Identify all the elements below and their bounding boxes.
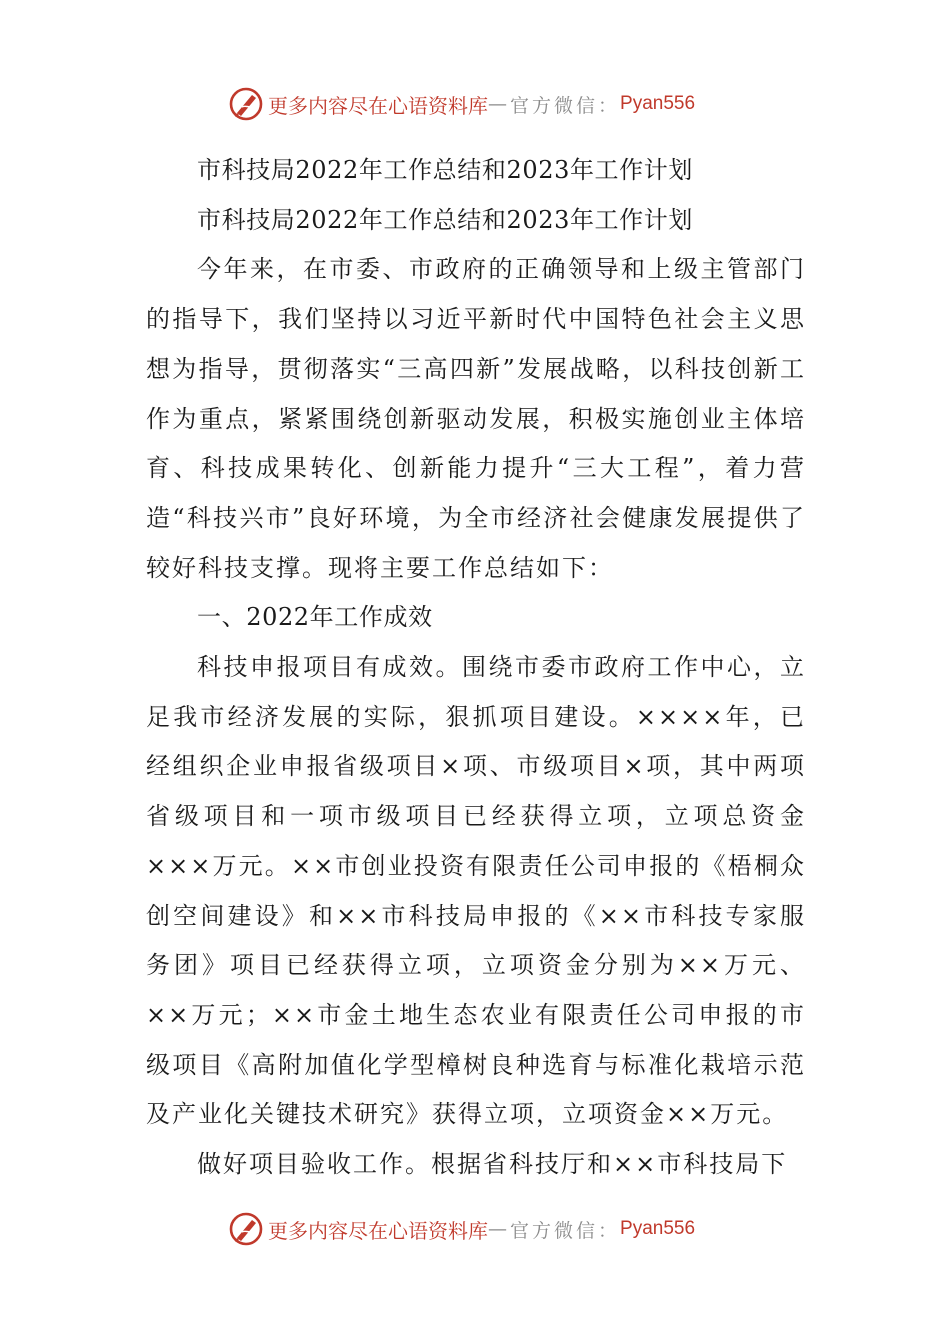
pen-logo-icon bbox=[228, 1211, 264, 1247]
watermark-text: 更多内容尽在心语资料库 bbox=[268, 1218, 488, 1243]
watermark-dash: — bbox=[488, 1218, 510, 1240]
section-heading: 一、2022年工作成效 bbox=[197, 603, 433, 632]
watermark-dash: — bbox=[488, 93, 510, 115]
intro-paragraph: 今年来，在市委、市政府的正确领导和上级主管部门的指导下，我们坚持以习近平新时代中国特色社会主义思想为指导，贯彻落实“三高四新”发展战略，以科技创新工作为重点，紧紧围绕创新驱动发展，积极实施创业主体培育、科技成果转化、创新能力提升“三大工程”，着力营造“科技兴市”良好环境，为全市经济社会健康发展提供了较好科技支撑。现将主要工作总结如下： bbox=[146, 255, 806, 582]
document-title-repeat: 市科技局2022年工作总结和2023年工作计划 bbox=[197, 205, 693, 234]
pen-logo-icon bbox=[228, 86, 264, 122]
document-title: 市科技局2022年工作总结和2023年工作计划 bbox=[197, 156, 693, 184]
document-body bbox=[146, 146, 806, 1190]
watermark-text: 更多内容尽在心语资料库 bbox=[268, 93, 488, 118]
watermark-wechat-id: Pyan556 bbox=[620, 93, 696, 114]
body-paragraph: 科技申报项目有成效。围绕市委市政府工作中心，立足我市经济发展的实际，狠抓项目建设。××××年，已经组织企业申报省级项目×项、市级项目×项，其中两项省级项目和一项市级项目已经获得立项，立项总资金×××万元。××市创业投资有限责任公司申报的《梧桐众创空间建设》和××市科技局申报的《××市科技专家服务团》项目已经获得立项，立项资金分别为××万元、××万元；××市金土地生态农业有限责任公司申报的市级项目《高附加值化学型樟树良种选育与标准化栽培示范及产业化关键技术研究》获得立项，立项资金××万元。 bbox=[146, 653, 806, 1129]
header-watermark bbox=[228, 84, 748, 124]
watermark-wechat-id: Pyan556 bbox=[620, 1218, 696, 1239]
watermark-wechat-label: 官方微信： bbox=[510, 94, 621, 117]
body-paragraph-truncated: 做好项目验收工作。根据省科技厅和××市科技局下 bbox=[197, 1150, 788, 1179]
footer-watermark bbox=[228, 1209, 748, 1249]
watermark-wechat-label: 官方微信： bbox=[510, 1219, 621, 1242]
